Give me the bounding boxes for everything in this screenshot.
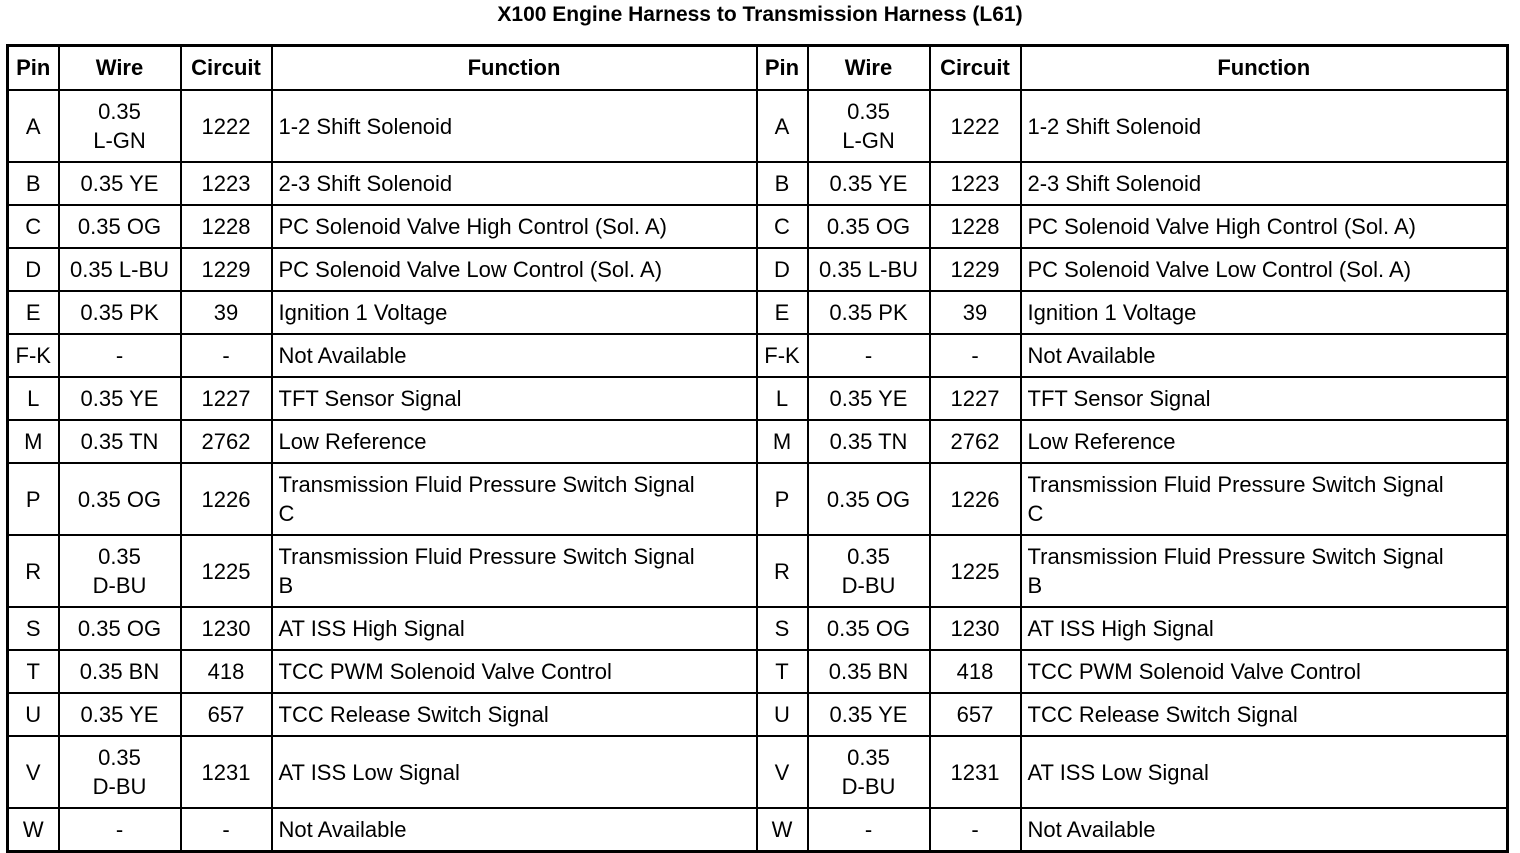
wire-cell: 0.35 OG xyxy=(808,205,930,248)
pin-cell: R xyxy=(757,535,808,607)
header-circuit: Circuit xyxy=(930,46,1021,91)
circuit-cell: 1230 xyxy=(930,607,1021,650)
wire-cell: - xyxy=(59,808,181,852)
wire-cell: 0.35 YE xyxy=(59,162,181,205)
circuit-cell: 2762 xyxy=(930,420,1021,463)
table-row xyxy=(8,463,1508,535)
function-cell: Ignition 1 Voltage xyxy=(272,291,757,334)
wire-cell: 0.35 YE xyxy=(808,377,930,420)
pin-cell: V xyxy=(757,736,808,808)
function-cell: Transmission Fluid Pressure Switch Signal C xyxy=(272,463,757,535)
function-cell: PC Solenoid Valve Low Control (Sol. A) xyxy=(272,248,757,291)
table-row xyxy=(8,736,1508,808)
circuit-cell: 39 xyxy=(181,291,272,334)
circuit-cell: 1223 xyxy=(181,162,272,205)
pin-cell: U xyxy=(757,693,808,736)
pin-cell: W xyxy=(8,808,59,852)
pin-cell: A xyxy=(757,90,808,162)
wire-cell: 0.35 TN xyxy=(59,420,181,463)
table-header-row xyxy=(8,46,1508,91)
wire-cell: - xyxy=(808,334,930,377)
table-row xyxy=(8,205,1508,248)
circuit-cell: 1225 xyxy=(181,535,272,607)
wire-cell: 0.35 BN xyxy=(59,650,181,693)
header-circuit: Circuit xyxy=(181,46,272,91)
circuit-cell: 1225 xyxy=(930,535,1021,607)
function-cell: 2-3 Shift Solenoid xyxy=(1021,162,1508,205)
function-cell: TCC Release Switch Signal xyxy=(272,693,757,736)
table-row xyxy=(8,535,1508,607)
function-cell: PC Solenoid Valve Low Control (Sol. A) xyxy=(1021,248,1508,291)
pin-cell: L xyxy=(8,377,59,420)
table-row xyxy=(8,607,1508,650)
wire-cell: 0.35 YE xyxy=(808,162,930,205)
wire-cell: 0.35 L-GN xyxy=(808,90,930,162)
table-row xyxy=(8,693,1508,736)
wire-cell: 0.35 OG xyxy=(59,463,181,535)
wire-cell: 0.35 BN xyxy=(808,650,930,693)
circuit-cell: 2762 xyxy=(181,420,272,463)
wire-cell: 0.35 PK xyxy=(808,291,930,334)
wire-cell: 0.35 OG xyxy=(808,463,930,535)
pin-cell: M xyxy=(8,420,59,463)
function-cell: TCC PWM Solenoid Valve Control xyxy=(1021,650,1508,693)
wire-cell: 0.35 OG xyxy=(59,607,181,650)
table-row xyxy=(8,90,1508,162)
header-pin: Pin xyxy=(8,46,59,91)
circuit-cell: 1228 xyxy=(930,205,1021,248)
circuit-cell: 1231 xyxy=(930,736,1021,808)
pin-cell: V xyxy=(8,736,59,808)
wire-cell: - xyxy=(808,808,930,852)
function-cell: Transmission Fluid Pressure Switch Signal B xyxy=(1021,535,1508,607)
circuit-cell: 1231 xyxy=(181,736,272,808)
header-function: Function xyxy=(272,46,757,91)
wire-cell: 0.35 D-BU xyxy=(59,535,181,607)
pin-cell: W xyxy=(757,808,808,852)
function-cell: Not Available xyxy=(272,334,757,377)
wire-cell: - xyxy=(59,334,181,377)
circuit-cell: - xyxy=(930,334,1021,377)
circuit-cell: 657 xyxy=(930,693,1021,736)
table-row xyxy=(8,248,1508,291)
circuit-cell: 418 xyxy=(930,650,1021,693)
function-cell: AT ISS High Signal xyxy=(272,607,757,650)
circuit-cell: 1223 xyxy=(930,162,1021,205)
circuit-cell: 418 xyxy=(181,650,272,693)
function-cell: Transmission Fluid Pressure Switch Signal B xyxy=(272,535,757,607)
page-title: X100 Engine Harness to Transmission Harness (L61) xyxy=(497,3,1023,26)
circuit-cell: 1226 xyxy=(930,463,1021,535)
pin-cell: M xyxy=(757,420,808,463)
wire-cell: 0.35 L-BU xyxy=(59,248,181,291)
wire-cell: 0.35 D-BU xyxy=(808,535,930,607)
pin-cell: D xyxy=(757,248,808,291)
circuit-cell: 1229 xyxy=(930,248,1021,291)
pin-cell: A xyxy=(8,90,59,162)
circuit-cell: 1230 xyxy=(181,607,272,650)
wire-cell: 0.35 YE xyxy=(59,693,181,736)
wire-cell: 0.35 YE xyxy=(59,377,181,420)
pin-cell: C xyxy=(8,205,59,248)
pin-cell: R xyxy=(8,535,59,607)
table-row xyxy=(8,162,1508,205)
circuit-cell: 1227 xyxy=(930,377,1021,420)
header-wire: Wire xyxy=(808,46,930,91)
table-row xyxy=(8,334,1508,377)
circuit-cell: - xyxy=(181,334,272,377)
function-cell: TFT Sensor Signal xyxy=(272,377,757,420)
pin-cell: D xyxy=(8,248,59,291)
function-cell: TCC Release Switch Signal xyxy=(1021,693,1508,736)
table-body xyxy=(8,90,1508,852)
function-cell: Ignition 1 Voltage xyxy=(1021,291,1508,334)
function-cell: Transmission Fluid Pressure Switch Signal C xyxy=(1021,463,1508,535)
header-wire: Wire xyxy=(59,46,181,91)
function-cell: PC Solenoid Valve High Control (Sol. A) xyxy=(1021,205,1508,248)
pin-cell: S xyxy=(757,607,808,650)
pin-cell: P xyxy=(8,463,59,535)
pinout-table xyxy=(6,44,1509,853)
function-cell: AT ISS Low Signal xyxy=(272,736,757,808)
table-row xyxy=(8,650,1508,693)
function-cell: 1-2 Shift Solenoid xyxy=(1021,90,1508,162)
function-cell: Not Available xyxy=(1021,808,1508,852)
wire-cell: 0.35 OG xyxy=(808,607,930,650)
wire-cell: 0.35 L-GN xyxy=(59,90,181,162)
function-cell: Low Reference xyxy=(1021,420,1508,463)
pin-cell: B xyxy=(8,162,59,205)
wire-cell: 0.35 TN xyxy=(808,420,930,463)
pin-cell: P xyxy=(757,463,808,535)
circuit-cell: 1226 xyxy=(181,463,272,535)
function-cell: PC Solenoid Valve High Control (Sol. A) xyxy=(272,205,757,248)
pin-cell: E xyxy=(757,291,808,334)
pin-cell: E xyxy=(8,291,59,334)
pin-cell: U xyxy=(8,693,59,736)
header-pin: Pin xyxy=(757,46,808,91)
pin-cell: C xyxy=(757,205,808,248)
table-row xyxy=(8,420,1508,463)
function-cell: Not Available xyxy=(1021,334,1508,377)
circuit-cell: 1222 xyxy=(181,90,272,162)
wire-cell: 0.35 D-BU xyxy=(59,736,181,808)
circuit-cell: 1228 xyxy=(181,205,272,248)
table-row xyxy=(8,377,1508,420)
pin-cell: F-K xyxy=(8,334,59,377)
function-cell: Low Reference xyxy=(272,420,757,463)
function-cell: 1-2 Shift Solenoid xyxy=(272,90,757,162)
function-cell: Not Available xyxy=(272,808,757,852)
function-cell: AT ISS High Signal xyxy=(1021,607,1508,650)
wire-cell: 0.35 L-BU xyxy=(808,248,930,291)
circuit-cell: 1222 xyxy=(930,90,1021,162)
circuit-cell: - xyxy=(181,808,272,852)
circuit-cell: 1227 xyxy=(181,377,272,420)
table-row xyxy=(8,808,1508,852)
wire-cell: 0.35 PK xyxy=(59,291,181,334)
pin-cell: S xyxy=(8,607,59,650)
table-row xyxy=(8,291,1508,334)
function-cell: TCC PWM Solenoid Valve Control xyxy=(272,650,757,693)
wire-cell: 0.35 D-BU xyxy=(808,736,930,808)
header-function: Function xyxy=(1021,46,1508,91)
pin-cell: T xyxy=(757,650,808,693)
function-cell: AT ISS Low Signal xyxy=(1021,736,1508,808)
circuit-cell: 39 xyxy=(930,291,1021,334)
circuit-cell: 1229 xyxy=(181,248,272,291)
pin-cell: T xyxy=(8,650,59,693)
pin-cell: F-K xyxy=(757,334,808,377)
pin-cell: L xyxy=(757,377,808,420)
circuit-cell: - xyxy=(930,808,1021,852)
wire-cell: 0.35 YE xyxy=(808,693,930,736)
function-cell: 2-3 Shift Solenoid xyxy=(272,162,757,205)
pin-cell: B xyxy=(757,162,808,205)
circuit-cell: 657 xyxy=(181,693,272,736)
function-cell: TFT Sensor Signal xyxy=(1021,377,1508,420)
wire-cell: 0.35 OG xyxy=(59,205,181,248)
